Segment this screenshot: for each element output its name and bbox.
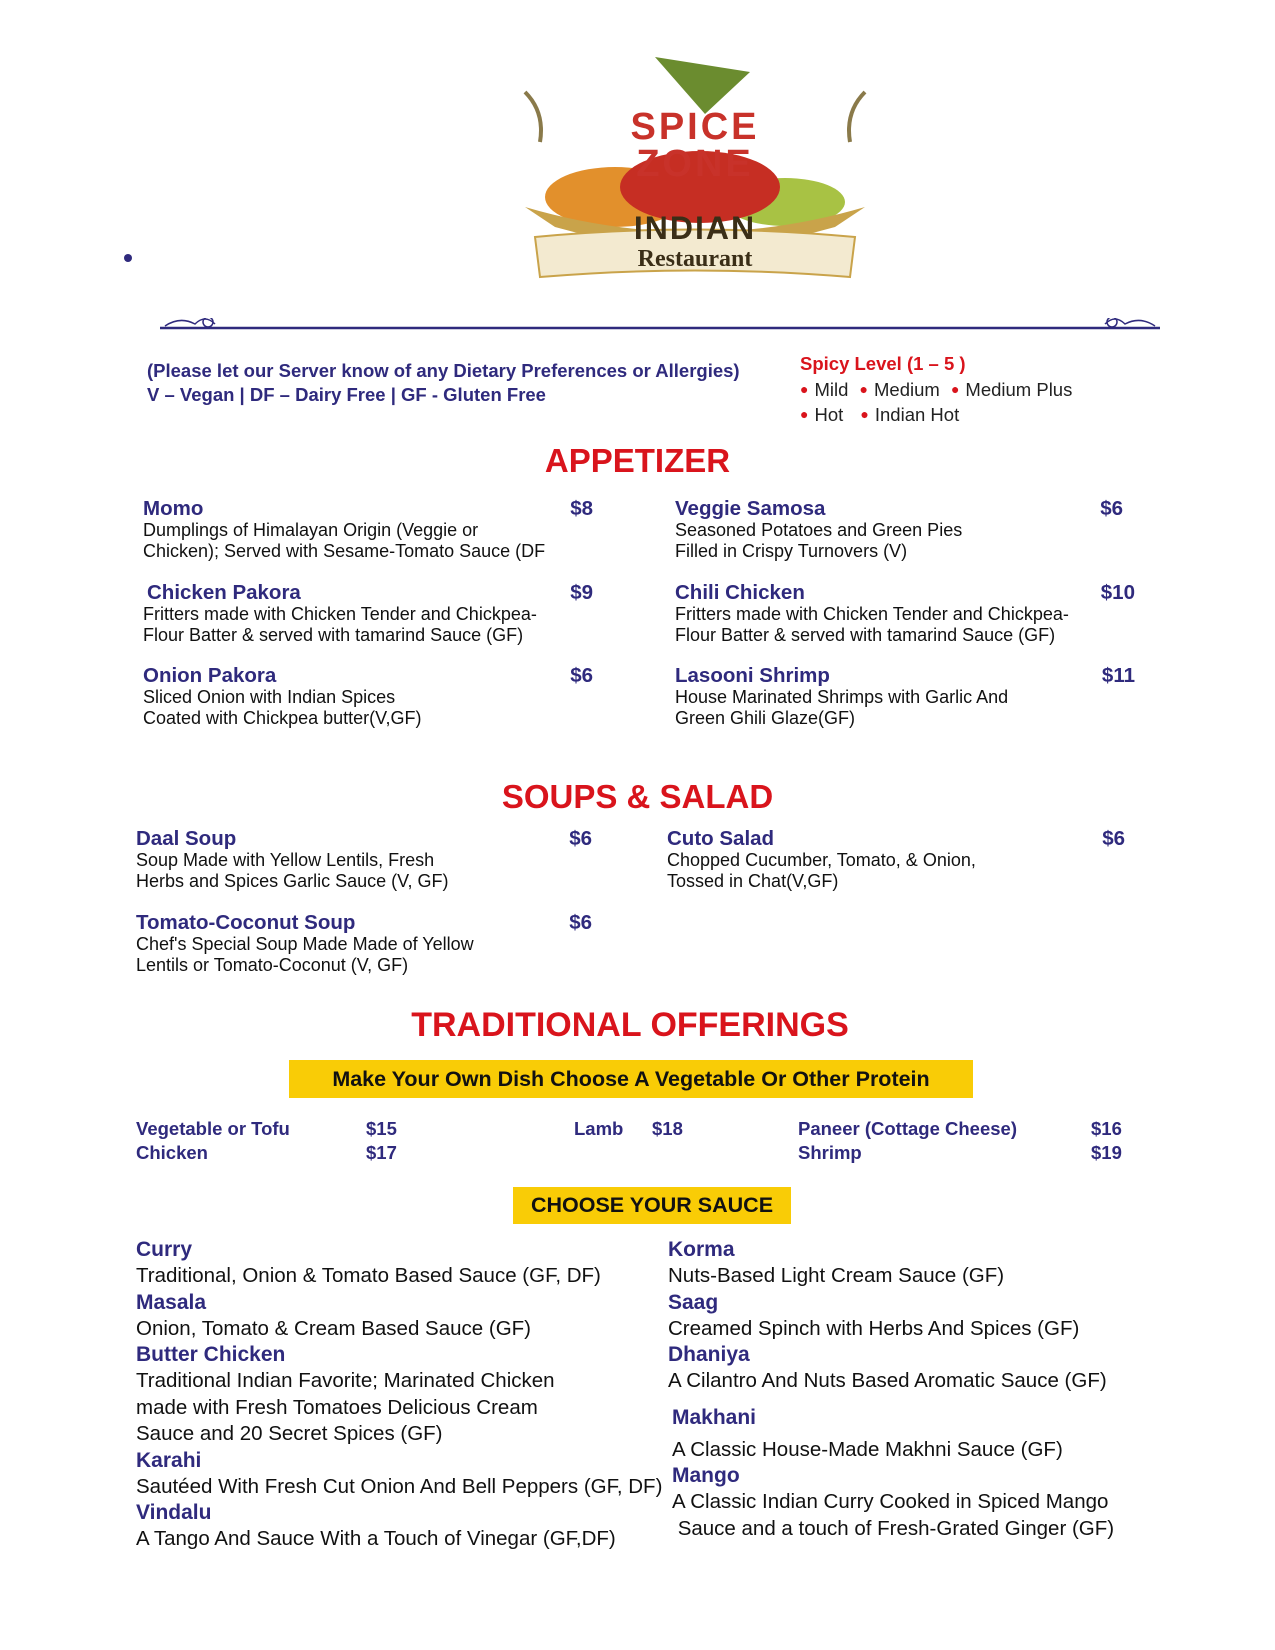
- protein-price: $17: [366, 1142, 397, 1163]
- sauce-description: Traditional, Onion & Tomato Based Sauce (GF, DF): [136, 1264, 601, 1287]
- item-description: Lentils or Tomato-Coconut (V, GF): [136, 955, 409, 975]
- item-price: $6: [570, 664, 593, 687]
- item-price: $6: [1102, 827, 1125, 850]
- bullet-icon: ●: [800, 381, 809, 397]
- bullet-icon: ●: [950, 381, 960, 397]
- item-description: Chicken); Served with Sesame-Tomato Sauce (DF: [143, 541, 546, 561]
- sauce-description: A Tango And Sauce With a Touch of Vinegar (GF,DF): [136, 1527, 616, 1550]
- protein-name: Vegetable or Tofu: [136, 1118, 290, 1139]
- item-description: Dumplings of Himalayan Origin (Veggie or: [143, 520, 479, 540]
- dietary-legend: V – Vegan | DF – Dairy Free | GF - Gluten Free: [147, 384, 546, 405]
- item-name: Momo: [143, 497, 204, 520]
- menu-item: [675, 498, 1123, 562]
- item-description: Filled in Crispy Turnovers (V): [675, 541, 908, 561]
- item-price: $6: [569, 911, 592, 934]
- item-description: Herbs and Spices Garlic Sauce (V, GF): [136, 871, 449, 891]
- spicy-level-legend: [800, 353, 1072, 428]
- sauce-name: Korma: [668, 1238, 735, 1261]
- protein-name: Shrimp: [798, 1142, 862, 1163]
- menu-item: [675, 665, 1135, 729]
- dietary-notice: [147, 359, 740, 407]
- item-description: Tossed in Chat(V,GF): [667, 871, 839, 891]
- ornamental-divider: [160, 318, 1160, 348]
- spicy-level-hot: Hot: [814, 404, 844, 425]
- item-name: Daal Soup: [136, 827, 237, 850]
- menu-item: [143, 665, 593, 729]
- protein-name: Lamb: [574, 1118, 624, 1139]
- sauce-description: Nuts-Based Light Cream Sauce (GF): [668, 1264, 1005, 1287]
- item-name: Veggie Samosa: [675, 497, 826, 520]
- sauce-description: A Classic House-Made Makhni Sauce (GF): [672, 1437, 1063, 1461]
- sauce-name: Saag: [668, 1290, 719, 1314]
- protein-name: Paneer (Cottage Cheese): [798, 1118, 1017, 1139]
- item-price: $6: [1100, 497, 1123, 520]
- item-price: $6: [569, 827, 592, 850]
- logo-text-zone: ZONE: [636, 143, 754, 185]
- spicy-level-mild: Mild: [814, 379, 849, 400]
- protein-price: $15: [366, 1118, 397, 1139]
- item-price: $11: [1101, 664, 1135, 687]
- spicy-level-medium-plus: Medium Plus: [965, 379, 1073, 400]
- dietary-notice-line1: (Please let our Server know of any Dietary Preferences or Allergies): [147, 360, 740, 381]
- protein-price: $18: [652, 1118, 683, 1139]
- protein-banner: Make Your Own Dish Choose A Vegetable Or Other Protein: [289, 1060, 973, 1098]
- item-name: Lasooni Shrimp: [675, 664, 830, 687]
- item-name: Onion Pakora: [143, 664, 277, 687]
- logo-text-spice: SPICE: [630, 106, 760, 148]
- spicy-level-title: Spicy Level (1 – 5 ): [800, 353, 966, 374]
- section-title-traditional: TRADITIONAL OFFERINGS: [411, 1006, 849, 1044]
- item-description: Seasoned Potatoes and Green Pies: [675, 520, 963, 540]
- bullet-icon: ●: [859, 381, 868, 397]
- menu-item: [143, 582, 593, 646]
- menu-item: [136, 828, 592, 892]
- logo-text-indian: INDIAN: [633, 210, 757, 246]
- spicy-level-indian-hot: Indian Hot: [874, 404, 960, 425]
- sauce-name: Curry: [136, 1238, 193, 1261]
- item-price: $8: [570, 497, 593, 520]
- item-description: Fritters made with Chicken Tender and Chickpea-: [675, 604, 1069, 624]
- protein-price: $19: [1091, 1142, 1122, 1163]
- protein-name: Chicken: [136, 1142, 208, 1163]
- restaurant-logo: [505, 52, 885, 292]
- item-price: $9: [570, 581, 593, 604]
- menu-item: [667, 828, 1125, 892]
- sauce-description: A Cilantro And Nuts Based Aromatic Sauce (GF): [668, 1369, 1107, 1392]
- section-title-soups: SOUPS & SALAD: [501, 778, 774, 815]
- protein-price: $16: [1091, 1118, 1122, 1139]
- item-description: Flour Batter & served with tamarind Sauce (GF): [143, 625, 524, 645]
- item-description: Soup Made with Yellow Lentils, Fresh: [136, 850, 435, 870]
- sauce-description: Sauce and 20 Secret Spices (GF): [136, 1422, 443, 1445]
- sauce-description: Onion, Tomato & Cream Based Sauce (GF): [136, 1316, 531, 1340]
- sauce-list-left: [136, 1237, 676, 1553]
- item-price: $10: [1100, 581, 1135, 604]
- menu-item: [143, 498, 593, 562]
- sauce-description: made with Fresh Tomatoes Delicious Cream: [136, 1395, 538, 1419]
- sauce-name: Vindalu: [136, 1501, 212, 1524]
- item-name: Chili Chicken: [675, 581, 805, 604]
- menu-item: [675, 582, 1135, 646]
- item-name: Chicken Pakora: [147, 581, 301, 604]
- bullet-icon: ●: [860, 406, 869, 422]
- bullet-icon: ●: [800, 406, 809, 422]
- sauce-name: Dhaniya: [668, 1343, 750, 1366]
- item-name: Cuto Salad: [667, 827, 775, 850]
- item-description: Sliced Onion with Indian Spices: [143, 687, 396, 707]
- sauce-description: Creamed Spinch with Herbs And Spices (GF): [668, 1316, 1080, 1340]
- item-description: Chopped Cucumber, Tomato, & Onion,: [667, 850, 976, 870]
- bullet-dot: [124, 254, 132, 262]
- sauce-list-right: [668, 1237, 1148, 1542]
- item-description: House Marinated Shrimps with Garlic And: [675, 687, 1009, 707]
- menu-item: [136, 912, 592, 976]
- item-description: Fritters made with Chicken Tender and Chickpea-: [143, 604, 537, 624]
- sauce-name: Karahi: [136, 1448, 202, 1472]
- sauce-description: Sautéed With Fresh Cut Onion And Bell Peppers (GF, DF): [136, 1474, 663, 1498]
- sauce-name: Makhani: [672, 1405, 757, 1429]
- item-description: Chef's Special Soup Made Made of Yellow: [136, 934, 474, 954]
- section-title-appetizer: APPETIZER: [544, 442, 731, 479]
- spicy-level-medium: Medium: [874, 379, 940, 400]
- sauce-name: Mango: [672, 1464, 740, 1487]
- sauce-name: Masala: [136, 1290, 207, 1314]
- sauce-banner: CHOOSE YOUR SAUCE: [513, 1187, 791, 1224]
- sauce-description: A Classic Indian Curry Cooked in Spiced Mango: [672, 1490, 1109, 1513]
- item-description: Flour Batter & served with tamarind Sauce (GF): [675, 625, 1056, 645]
- logo-text-restaurant: Restaurant: [637, 246, 753, 272]
- item-name: Tomato-Coconut Soup: [136, 911, 356, 934]
- sauce-description: Sauce and a touch of Fresh-Grated Ginger (GF): [672, 1516, 1115, 1540]
- sauce-name: Butter Chicken: [136, 1343, 286, 1366]
- sauce-description: Traditional Indian Favorite; Marinated Chicken: [136, 1369, 555, 1392]
- item-description: Green Ghili Glaze(GF): [675, 708, 856, 728]
- item-description: Coated with Chickpea butter(V,GF): [143, 708, 422, 728]
